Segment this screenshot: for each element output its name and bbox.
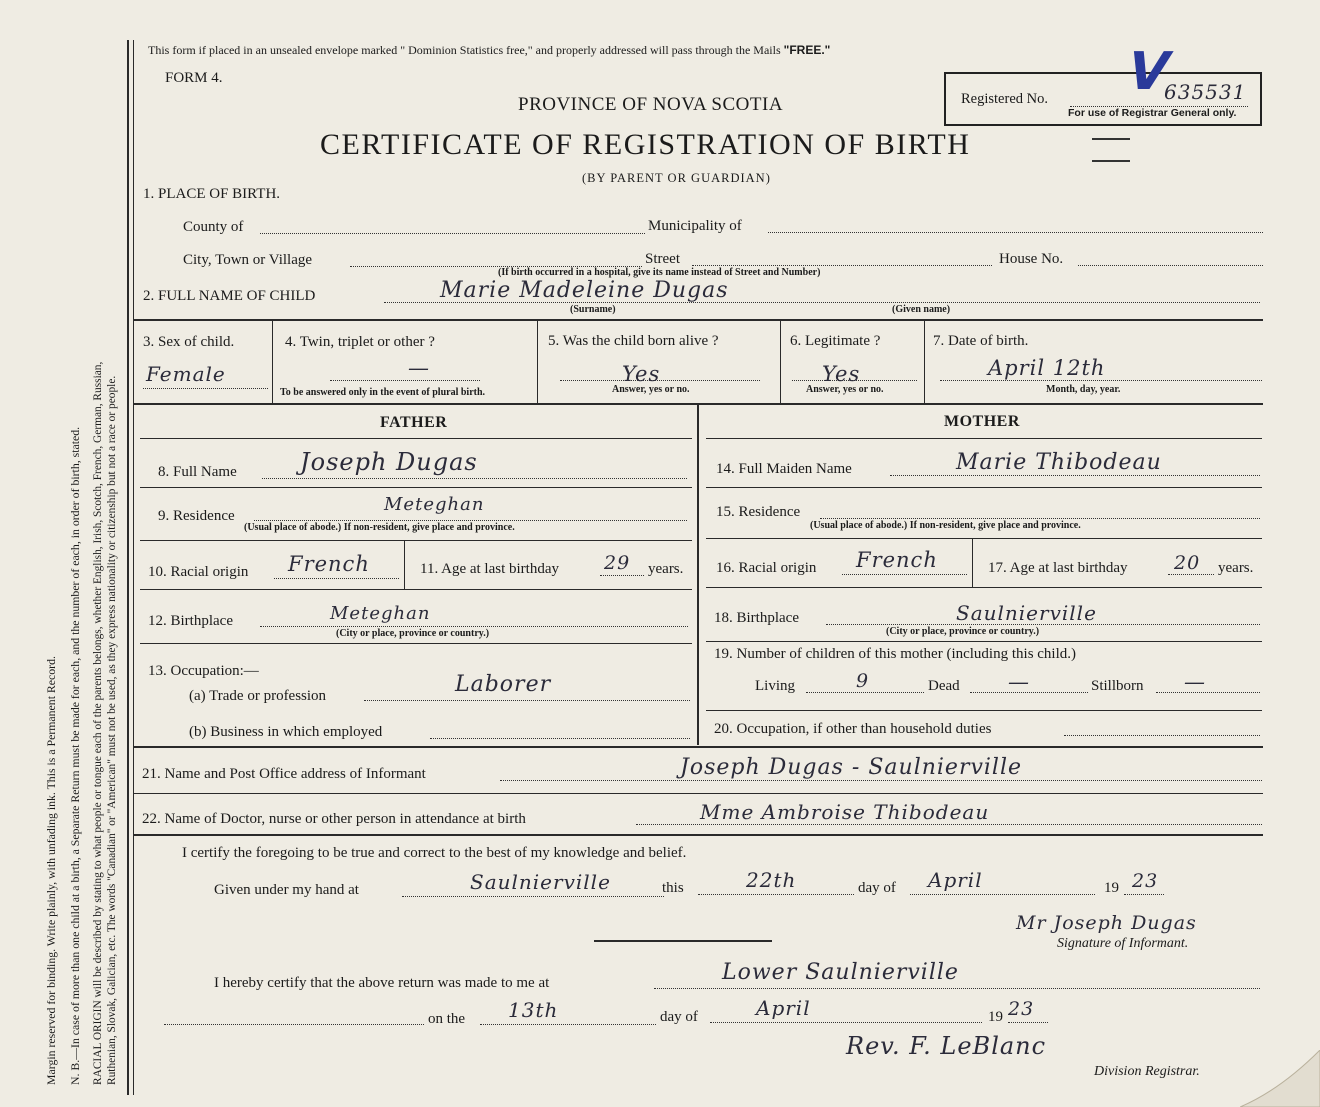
father-birthplace-value: Meteghan: [330, 603, 431, 624]
mother-age-value: 20: [1174, 552, 1201, 574]
informant-label: 21. Name and Post Office address of Informant: [142, 766, 426, 782]
informant-value: Joseph Dugas - Saulnierville: [680, 755, 1023, 780]
child-name-value: Marie Madeleine Dugas: [440, 278, 729, 303]
registered-no-label: Registered No.: [961, 91, 1048, 107]
mother-occupation-label: 20. Occupation, if other than household duties: [714, 721, 992, 737]
page-corner-fold: [1240, 1050, 1320, 1107]
given-year-prefix: 19: [1104, 880, 1119, 896]
legitimate-note: Answer, yes or no.: [806, 384, 884, 395]
municipality-label: Municipality of: [648, 218, 742, 234]
struck-out-mark: [1092, 138, 1130, 162]
house-number-label: House No.: [999, 251, 1064, 267]
certificate-title: CERTIFICATE OF REGISTRATION OF BIRTH: [320, 128, 971, 161]
given-under-label: Given under my hand at: [214, 882, 359, 898]
given-day-of-label: day of: [858, 880, 896, 896]
mail-notice: This form if placed in an unsealed envelope marked " Dominion Statistics free," and properly addressed will pass through the Mails "FREE.": [148, 43, 831, 57]
born-alive-value: Yes: [622, 362, 661, 386]
given-year-value: 23: [1132, 870, 1159, 892]
sex-value: Female: [146, 362, 226, 386]
father-residence-note: (Usual place of abode.) If non-resident, give place and province.: [244, 522, 515, 533]
given-month-value: April: [928, 868, 983, 892]
place-of-birth-heading: 1. PLACE OF BIRTH.: [143, 186, 281, 202]
twin-label: 4. Twin, triplet or other ?: [285, 334, 435, 350]
registrar-place-value: Lower Saulnierville: [722, 960, 959, 985]
form-number: FORM 4.: [165, 70, 223, 86]
registrar-general-note: For use of Registrar General only.: [1068, 107, 1237, 119]
margin-note-racial-origin: RACIAL ORIGIN will be described by stating to what people or tongue each of the parents belongs, whether English, Irish, Scotch, French, German, Russian,: [92, 361, 104, 1085]
doctor-value: Mme Ambroise Thibodeau: [700, 800, 990, 824]
margin-note-binding: Margin reserved for binding. Write plainly, with unfading ink. This is a Permanent Record.: [44, 656, 58, 1085]
child-name-label: 2. FULL NAME OF CHILD: [143, 288, 316, 304]
father-residence-value: Meteghan: [384, 494, 485, 515]
registrar-month-value: April: [756, 996, 811, 1020]
business-label: (b) Business in which employed: [189, 724, 383, 740]
father-heading: FATHER: [380, 414, 448, 431]
born-alive-note: Answer, yes or no.: [612, 384, 690, 395]
trade-value: Laborer: [455, 672, 552, 697]
father-name-value: Joseph Dugas: [300, 448, 478, 476]
division-registrar-caption: Division Registrar.: [1094, 1064, 1200, 1079]
mother-heading: MOTHER: [944, 413, 1020, 430]
father-birthplace-note: (City or place, province or country.): [336, 628, 490, 639]
mother-birthplace-value: Saulnierville: [956, 601, 1097, 625]
father-name-label: 8. Full Name: [158, 464, 237, 480]
mother-race-value: French: [856, 548, 938, 572]
registrar-year-value: 23: [1008, 998, 1035, 1020]
dead-label: Dead: [928, 678, 960, 694]
living-label: Living: [755, 678, 795, 694]
registrar-certify-text: I hereby certify that the above return was made to me at: [214, 975, 550, 991]
this-label: this: [662, 880, 684, 896]
margin-note-racial-origin-cont: Ruthenian, Slovak, Galician, etc. The words "Canadian" or "American" must not be used, as they express nationality or citizenship but not a race or people.: [106, 375, 118, 1085]
sex-label: 3. Sex of child.: [143, 334, 235, 350]
given-place-value: Saulnierville: [470, 870, 611, 894]
father-residence-label: 9. Residence: [158, 508, 235, 524]
on-the-label: on the: [428, 1011, 466, 1027]
born-alive-label: 5. Was the child born alive ?: [548, 333, 719, 349]
dead-value: —: [1008, 670, 1030, 694]
registrar-day-of-label: day of: [660, 1009, 698, 1025]
father-race-value: French: [288, 552, 370, 576]
father-age-label: 11. Age at last birthday: [420, 561, 559, 577]
check-mark: V: [1119, 42, 1177, 102]
county-label: County of: [183, 219, 244, 235]
hospital-note: (If birth occurred in a hospital, give its name instead of Street and Number): [498, 267, 821, 278]
date-of-birth-label: 7. Date of birth.: [933, 333, 1029, 349]
father-race-label: 10. Racial origin: [148, 564, 249, 580]
twin-note: To be answered only in the event of plural birth.: [280, 387, 486, 398]
father-birthplace-label: 12. Birthplace: [148, 613, 233, 629]
legitimate-label: 6. Legitimate ?: [790, 333, 881, 349]
mother-residence-label: 15. Residence: [716, 504, 801, 520]
informant-signature: Mr Joseph Dugas: [1016, 912, 1197, 934]
living-value: 9: [856, 670, 870, 692]
mother-race-label: 16. Racial origin: [716, 560, 817, 576]
signature-of-informant-caption: Signature of Informant.: [1057, 936, 1189, 951]
mother-birthplace-label: 18. Birthplace: [714, 610, 799, 626]
mother-residence-note: (Usual place of abode.) If non-resident, give place and province.: [810, 520, 1081, 531]
stillborn-value: —: [1184, 670, 1206, 694]
left-border: [127, 40, 129, 1095]
registration-number: 635531: [1164, 80, 1247, 104]
mother-name-label: 14. Full Maiden Name: [716, 461, 852, 477]
stillborn-label: Stillborn: [1091, 678, 1144, 694]
divider-rule: [594, 940, 772, 942]
surname-note: (Surname): [570, 304, 616, 315]
date-of-birth-value: April 12th: [988, 356, 1106, 380]
given-name-note: (Given name): [892, 304, 951, 315]
province-heading: PROVINCE OF NOVA SCOTIA: [518, 94, 784, 115]
registrar-day-value: 13th: [508, 998, 559, 1022]
certificate-subtitle: (BY PARENT OR GUARDIAN): [582, 171, 771, 185]
registrar-year-prefix: 19: [988, 1009, 1003, 1025]
trade-label: (a) Trade or profession: [189, 688, 327, 704]
left-border-inner: [133, 40, 134, 1095]
doctor-label: 22. Name of Doctor, nurse or other person in attendance at birth: [142, 811, 526, 827]
street-label: Street: [645, 251, 680, 267]
date-of-birth-note: Month, day, year.: [1046, 384, 1121, 395]
certify-text: I certify the foregoing to be true and correct to the best of my knowledge and belief.: [182, 845, 687, 861]
registrar-signature: Rev. F. LeBlanc: [846, 1032, 1047, 1060]
mother-birthplace-note: (City or place, province or country.): [886, 626, 1040, 637]
father-age-value: 29: [604, 552, 631, 574]
mother-age-label: 17. Age at last birthday: [988, 560, 1128, 576]
twin-value: —: [408, 356, 430, 380]
mother-years-label: years.: [1218, 560, 1254, 576]
city-label: City, Town or Village: [183, 252, 313, 268]
given-day-value: 22th: [746, 868, 797, 892]
legitimate-value: Yes: [822, 362, 861, 386]
margin-note-multiple-births: N. B.—In case of more than one child at a birth, a Separate Return must be made for each, and the number of each, in order of birth, stated.: [68, 426, 82, 1085]
children-count-label: 19. Number of children of this mother (including this child.): [714, 646, 1077, 662]
occupation-label: 13. Occupation:—: [148, 663, 259, 679]
mother-name-value: Marie Thibodeau: [956, 450, 1162, 475]
father-years-label: years.: [648, 561, 684, 577]
